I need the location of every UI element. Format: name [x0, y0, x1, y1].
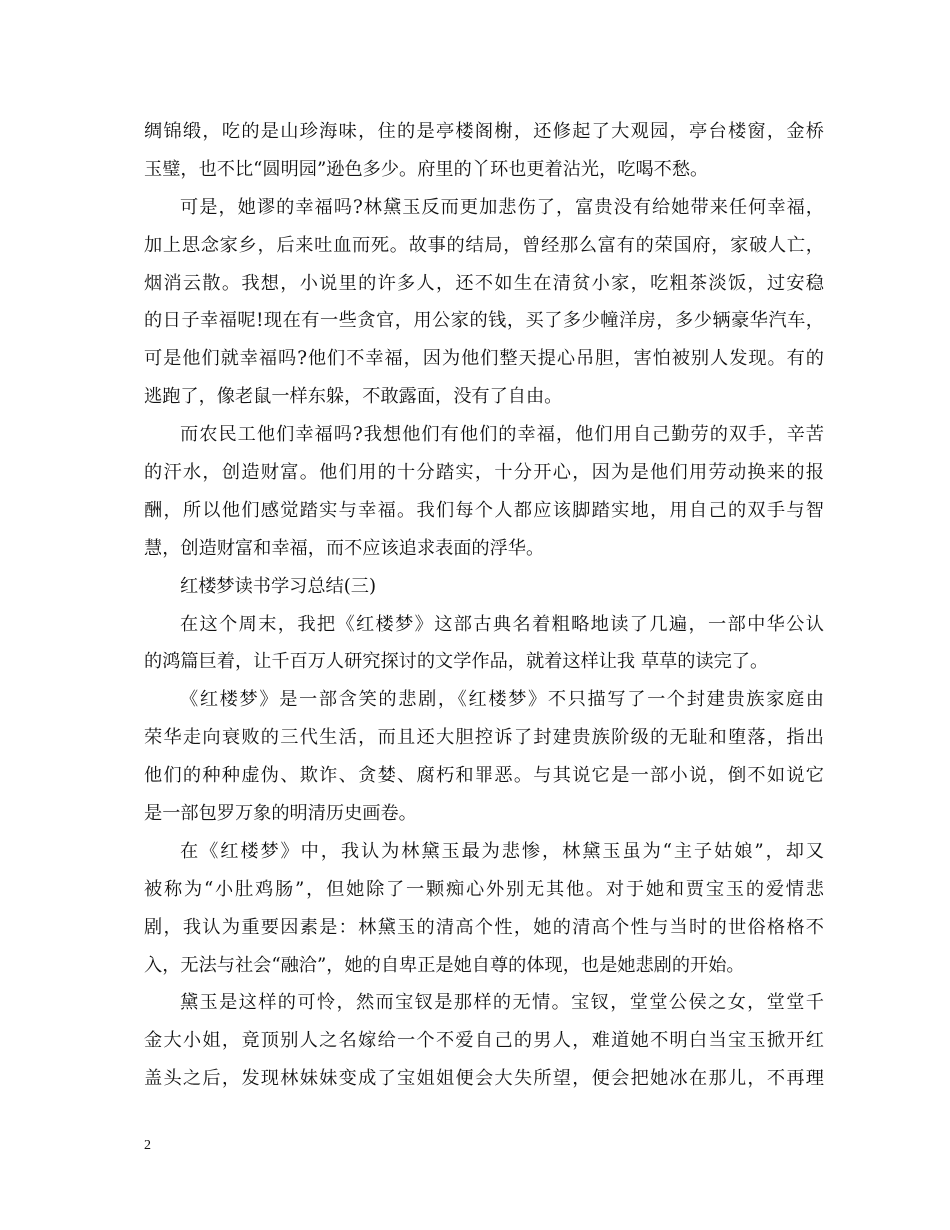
text-line: 的汗水，创造财富。他们用的十分踏实，十分开心，因为是他们用劳动换来的报: [144, 462, 824, 484]
text-line: 他们的种种虚伪、欺诈、贪婪、腐朽和罪恶。与其说它是一部小说，倒不如说它: [144, 765, 824, 787]
text-line: 而农民工他们幸福吗?我想他们有他们的幸福，他们用自己勤劳的双手，辛苦: [180, 424, 824, 446]
body-text: [144, 113, 824, 1098]
text-line: 逃跑了，像老鼠一样东躲，不敢露面，没有了自由。: [144, 386, 563, 408]
text-line: 入，无法与社会“融洽”，她的自卑正是她自尊的体现，也是她悲剧的开始。: [144, 954, 745, 976]
text-line: 荣华走向衰败的三代生活，而且还大胆控诉了封建贵族阶级的无耻和堕落，指出: [144, 727, 824, 749]
text-line: 在《红楼梦》中，我认为林黛玉最为悲惨，林黛玉虽为“主子姑娘”，却又: [180, 840, 824, 862]
text-line: 酬，所以他们感觉踏实与幸福。我们每个人都应该脚踏实地，用自己的双手与智: [144, 499, 824, 521]
text-line: 黛玉是这样的可怜，然而宝钗是那样的无情。宝钗，堂堂公侯之女，堂堂千: [180, 992, 824, 1014]
text-line: 被称为“小肚鸡肠”，但她除了一颗痴心外别无其他。对于她和贾宝玉的爱情悲: [144, 878, 824, 900]
text-line: 的鸿篇巨着，让千百万人研究探讨的文学作品，就着这样让我 草草的读完了。: [144, 651, 769, 673]
text-line: 玉璧，也不比“圆明园”逊色多少。府里的丫环也更着沾光，吃喝不愁。: [144, 158, 709, 180]
text-line: 加上思念家乡，后来吐血而死。故事的结局，曾经那么富有的荣国府，家破人亡，: [144, 234, 824, 256]
text-line: 红楼梦读书学习总结(三): [180, 575, 377, 597]
text-line: 可是他们就幸福吗?他们不幸福，因为他们整天提心吊胆，害怕被别人发现。有的: [144, 348, 824, 370]
page-number: 2: [144, 1138, 151, 1153]
text-line: 剧，我认为重要因素是：林黛玉的清高个性，她的清高个性与当时的世俗格格不: [144, 916, 824, 938]
text-line: 《红楼梦》是一部含笑的悲剧，《红楼梦》不只描写了一个封建贵族家庭由: [180, 689, 824, 711]
text-line: 金大小姐，竟顶别人之名嫁给一个不爱自己的男人，难道她不明白当宝玉掀开红: [144, 1030, 824, 1052]
text-line: 是一部包罗万象的明清历史画卷。: [144, 803, 417, 825]
text-line: 绸锦缎，吃的是山珍海味，住的是亭楼阁榭，还修起了大观园，亭台楼窗，金桥: [144, 121, 824, 142]
text-line: 可是，她谬的幸福吗?林黛玉反而更加悲伤了，富贵没有给她带来任何幸福，: [180, 196, 824, 218]
text-line: 的日子幸福呢!现在有一些贪官，用公家的钱，买了多少幢洋房，多少辆豪华汽车，: [144, 310, 824, 332]
text-line: 在这个周末，我把《红楼梦》这部古典名着粗略地读了几遍，一部中华公认: [180, 613, 824, 635]
text-line: 盖头之后，发现林妹妹变成了宝姐姐便会大失所望，便会把她冰在那儿，不再理: [144, 1068, 824, 1090]
text-line: 慧，创造财富和幸福，而不应该追求表面的浮华。: [144, 537, 545, 559]
text-line: 烟消云散。我想，小说里的许多人，还不如生在清贫小家，吃粗茶淡饭，过安稳: [144, 272, 824, 294]
